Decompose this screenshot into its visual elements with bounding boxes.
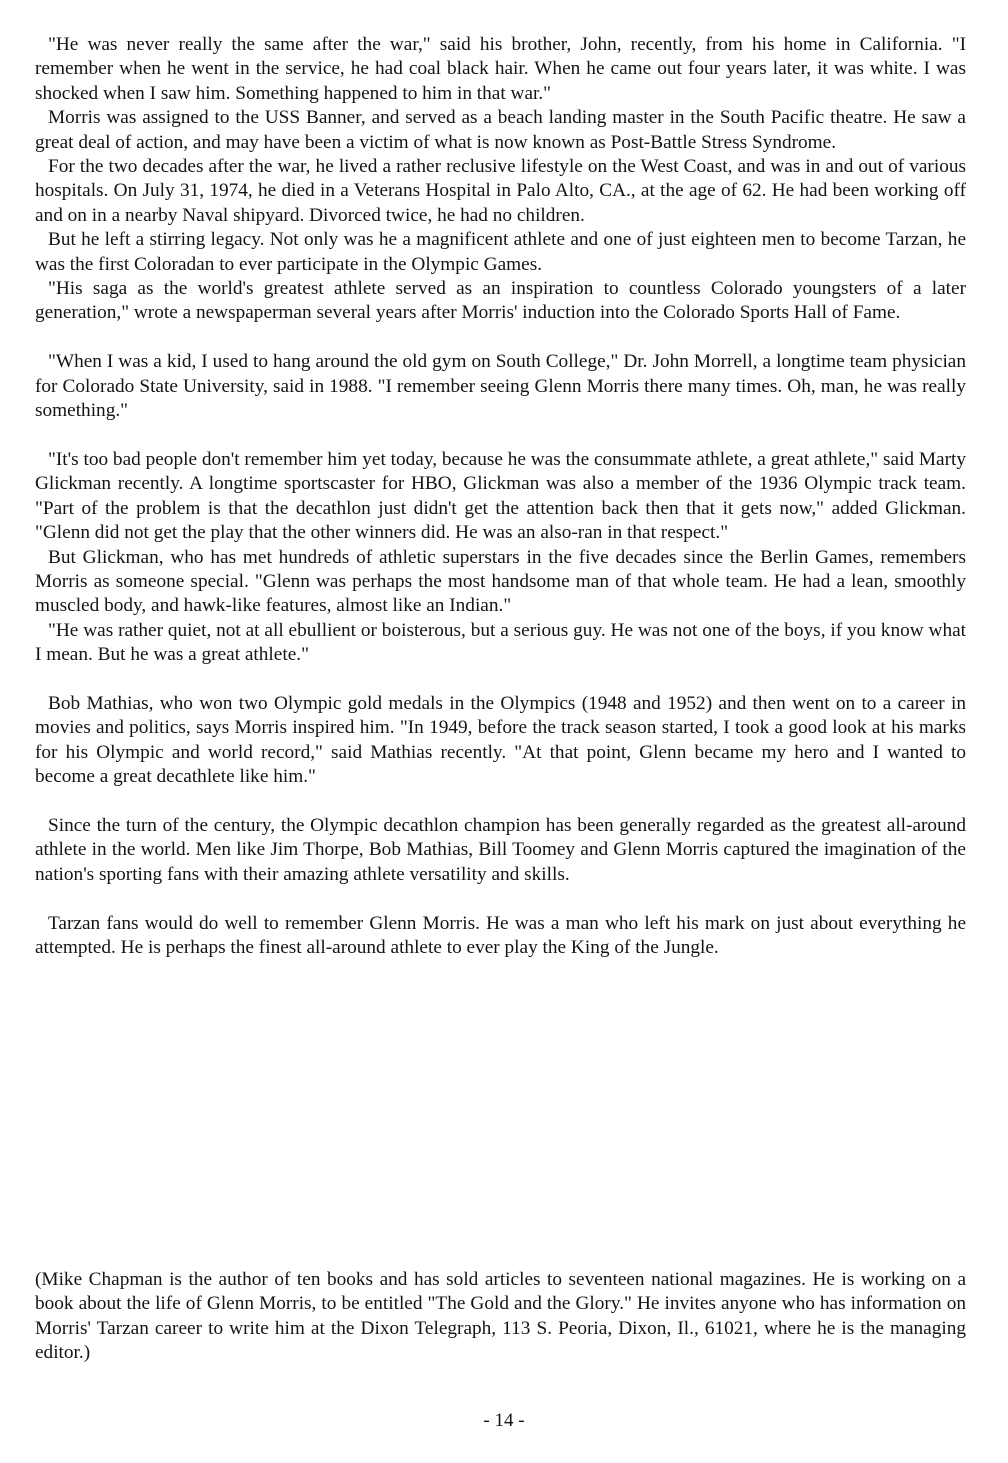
page-number: - 14 -: [483, 1410, 525, 1431]
author-note: (Mike Chapman is the author of ten books and has sold articles to seventeen national magazines. He is working on a book about the life of Glenn Morris, to be entitled "The Gold and the Glory." He invites anyone who has information on Morris' Tarzan career to write him at the Dixon Telegraph, 113 S. Peoria, Dixon, Il., 61021, where he is the managing editor.): [35, 1269, 966, 1364]
paragraph-glickman-quote: "It's too bad people don't remember him yet today, because he was the consummate athlete, a great athlete," said Marty Glickman recently. A longtime sportscaster for HBO, Glickman was also a member of the 1936 Olympic track team. "Part of the problem is that the decathlon just didn't get the attention back then that it gets now," added Glickman. "Glenn did not get the play that the other winners did. He was an also-ran in that respect.": [35, 448, 966, 544]
paragraph-legacy: But he left a stirring legacy. Not only was he a magnificent athlete and one of just eighteen men to become Tarzan, he was the first Coloradan to ever participate in the Olympic Games.: [35, 229, 966, 275]
paragraph-glickman-special: But Glickman, who has met hundreds of athletic superstars in the five decades since the Berlin Games, remembers Morris as someone special. "Glenn was perhaps the most handsome man of that whole team. He had a lean, smoothly muscled body, and hawk-like features, almost like an Indian.": [35, 546, 966, 617]
paragraph-mathias: Bob Mathias, who won two Olympic gold medals in the Olympics (1948 and 1952) and then went on to a career in movies and politics, says Morris inspired him. "In 1949, before the track season started, I took a good look at his marks for his Olympic and world record," said Mathias recently. "At that point, Glenn became my hero and I wanted to become a great decathlete like him.": [35, 692, 966, 788]
paragraph-saga: "His saga as the world's greatest athlete served as an inspiration to countless Colorado youngsters of a later generation," wrote a newspaperman several years after Morris' induction into the Colorado Sports Hall of Fame.: [35, 278, 966, 324]
paragraph-decathlon-champion: Since the turn of the century, the Olympic decathlon champion has been generally regarded as the greatest all-around athlete in the world. Men like Jim Thorpe, Bob Mathias, Bill Toomey and Glenn Morris captured the imagination of the nation's sporting fans with their amazing athlete versatility and skills.: [35, 814, 966, 885]
paragraph-uss-banner: Morris was assigned to the USS Banner, and served as a beach landing master in the South Pacific theatre. He saw a great deal of action, and may have been a victim of what is now known as Post-Battle Stress Syndrome.: [35, 107, 966, 153]
author-note-block: [35, 1268, 966, 1366]
paragraph-morrell-quote: "When I was a kid, I used to hang around the old gym on South College," Dr. John Morrell, a longtime team physician for Colorado State University, said in 1988. "I remember seeing Glenn Morris there many times. Oh, man, he was really something.": [35, 351, 966, 422]
paragraph-after-war: For the two decades after the war, he lived a rather reclusive lifestyle on the West Coast, and was in and out of various hospitals. On July 31, 1974, he died in a Veterans Hospital in Palo Alto, CA., at the age of 62. He had been working off and on in a nearby Naval shipyard. Divorced twice, he had no children.: [35, 156, 966, 226]
paragraph-tarzan-fans: Tarzan fans would do well to remember Glenn Morris. He was a man who left his mark on just about everything he attempted. He is perhaps the finest all-around athlete to ever play the King of the Jungle.: [35, 912, 966, 958]
paragraph-quiet-guy: "He was rather quiet, not at all ebullient or boisterous, but a serious guy. He was not one of the boys, if you know what I mean. But he was a great athlete.": [35, 619, 966, 666]
article-body: [35, 33, 966, 960]
paragraph-brother-quote: "He was never really the same after the war," said his brother, John, recently, from his home in California. "I remember when he went in the service, he had coal black hair. When he came out four years later, it was white. I was shocked when I saw him. Something happened to him in that war.": [35, 34, 966, 104]
